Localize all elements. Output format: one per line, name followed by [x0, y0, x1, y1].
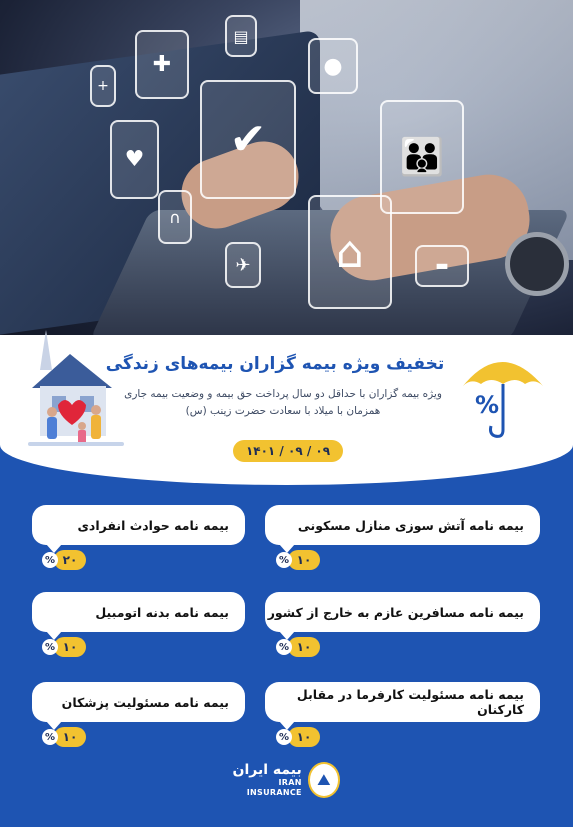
first-aid-kit-icon: ✚	[135, 30, 189, 99]
piggy-bank-icon: ●	[308, 38, 358, 94]
discount-value: ۲۰	[54, 550, 86, 570]
house-icon: ⌂	[308, 195, 392, 309]
stethoscope-icon: ∩	[158, 190, 192, 244]
logo-emblem-icon: ⛰	[308, 762, 340, 798]
discount-value: ۱۰	[54, 637, 86, 657]
discount-value: ۱۰	[288, 727, 320, 747]
page-subtitle	[123, 386, 443, 420]
percent-icon: %	[276, 639, 292, 655]
policy-label: بیمه نامه مسئولیت کارفرما در مقابل کارکنان	[296, 687, 524, 717]
shield-check-icon: ✔	[200, 80, 296, 199]
discount-badge-fire	[278, 550, 320, 570]
logo-en: IRAN INSURANCE	[246, 778, 302, 797]
car-icon: ▬	[415, 245, 469, 287]
heart-monitor-icon: ♥	[110, 120, 159, 199]
percent-icon: %	[276, 552, 292, 568]
airplane-icon: ✈	[225, 242, 261, 288]
discount-badge-physician-liability	[44, 727, 86, 747]
discount-value: ۱۰	[288, 637, 320, 657]
subtitle-line-1: ویژه بیمه گزاران با حداقل دو سال پرداخت حق بیمه و وضعیت بیمه جاری	[124, 388, 442, 400]
policy-card-travel	[265, 592, 540, 632]
policy-label: بیمه نامه حوادث انفرادی	[77, 517, 229, 533]
percent-icon: %	[276, 729, 292, 745]
family-icon: 👪	[380, 100, 464, 214]
policy-card-employer-liability	[265, 682, 540, 722]
medical-hand-icon: +	[90, 65, 116, 107]
discount-value: ۱۰	[288, 550, 320, 570]
umbrella-icon	[455, 348, 550, 443]
discount-badge-personal-accident	[44, 550, 86, 570]
discount-badge-travel	[278, 637, 320, 657]
logo-fa: بیمه ایران	[232, 762, 302, 778]
svg-text:%: %	[475, 391, 500, 419]
policy-label: بیمه نامه مسئولیت پزشکان	[61, 694, 229, 710]
family-house-illustration	[18, 330, 128, 455]
discount-badge-car-body	[44, 637, 86, 657]
policy-label: بیمه نامه آتش سوزی منازل مسکونی	[297, 517, 524, 533]
percent-icon: %	[42, 639, 58, 655]
date-badge: ۱۴۰۱ / ۰۹ / ۰۹	[233, 440, 343, 462]
subtitle-line-2: همزمان با میلاد با سعادت حضرت زینب (س)	[185, 405, 381, 417]
logo-text	[230, 762, 302, 798]
wristwatch	[505, 232, 569, 296]
discount-badge-employer-liability	[278, 727, 320, 747]
percent-icon: %	[42, 552, 58, 568]
clipboard-icon: ▤	[225, 15, 257, 57]
policy-label: بیمه نامه بدنه اتومبیل	[95, 604, 229, 620]
policy-card-physician-liability	[32, 682, 245, 722]
policy-card-personal-accident	[32, 505, 245, 545]
percent-icon: %	[42, 729, 58, 745]
hero-image	[0, 0, 573, 345]
iran-insurance-logo	[230, 760, 340, 800]
policy-label: بیمه نامه مسافرین عازم به خارج از کشور	[267, 604, 524, 620]
policy-card-fire	[265, 505, 540, 545]
policy-card-car-body	[32, 592, 245, 632]
discount-value: ۱۰	[54, 727, 86, 747]
page-title: تخفیف ویژه بیمه گزاران بیمه‌های زندگی	[105, 354, 445, 374]
